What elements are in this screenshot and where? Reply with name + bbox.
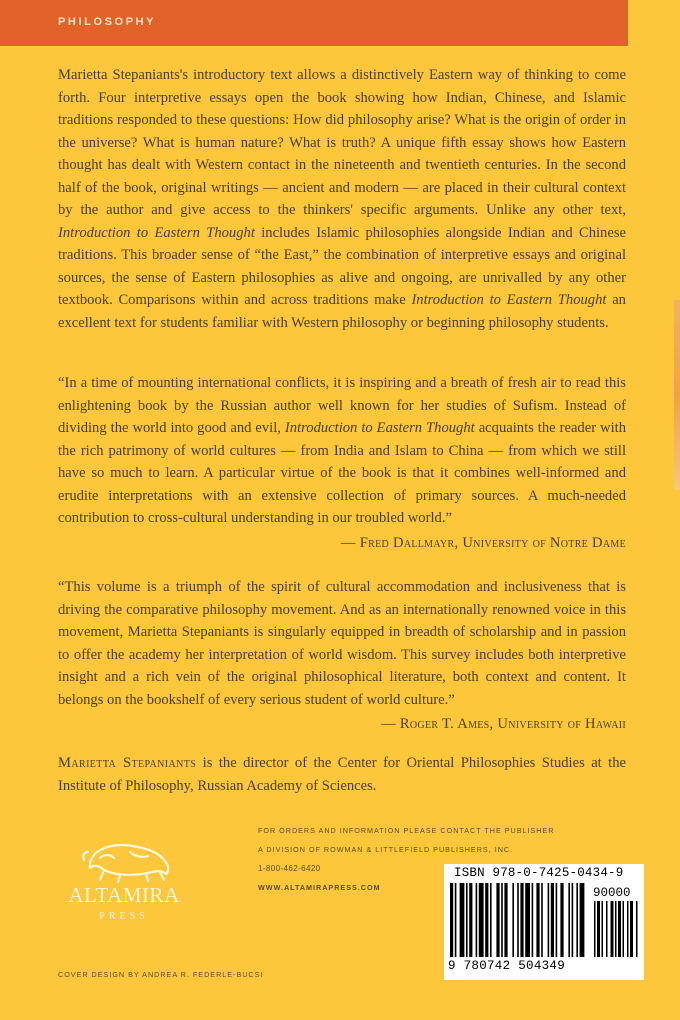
publisher-logo-subtext: PRESS [99, 911, 149, 922]
endorsement-attribution: — Fred Dallmayr, University of Notre Dame [340, 534, 626, 551]
author-bio: Marietta Stepaniants is the director of the Center for Oriental Philosophies Studies at the Institute of Philosophy, Russian Academy of Sciences. [58, 755, 626, 794]
phone-number: 1-800-462-6420 [258, 864, 321, 873]
cover-design-credit: COVER DESIGN BY ANDREA R. FEDERLE-BUCSI [58, 970, 264, 979]
orders-line: FOR ORDERS AND INFORMATION PLEASE CONTACT THE PUBLISHER [258, 826, 555, 835]
isbn-number: ISBN 978-0-7425-0434-9 [454, 866, 624, 880]
author-name: Marietta Stepaniants [58, 755, 197, 771]
book-title-ref: Introduction to Eastern Thought [58, 224, 255, 241]
front-cover-edge [674, 300, 680, 490]
category-label: PHILOSOPHY [58, 16, 157, 28]
publisher-logo-text: ALTAMIRA [68, 883, 180, 907]
endorsement-quote: “This volume is a triumph of the spirit of cultural accommodation and inclusiveness that is driving the comparative philosophy movement. And as an internationally renowned voice in this movement, Marietta Stepaniants is singularly equipped in breadth of scholarship and in passion to offer the academy her interpretation of world wisdom. This survey includes both interpretive insight and a rich vein of the original philosophical literature, both context and content. It belongs on the bookshelf of every serious student of world culture.” — Roger T. Ames, University of Hawaii [58, 576, 626, 736]
endorsement-quote: “In a time of mounting international conflicts, it is inspiring and a breath of fresh air to read this enlightening book by the Russian author well known for her studies of Sufism. Instead of dividing the world into good and evil, Introduction to Eastern Thought acquaints the reader with the rich patrimony of world cultures — from India and Islam to China — from which we still have so much to learn. A particular virtue of the book is that it combines well-informed and erudite interpretations with an extensive collection of primary sources. A much-needed contribution to cross-cultural understanding in our troubled world.” — Fred Dallmayr, University of Notre Dame [58, 372, 626, 554]
category-bar [0, 0, 628, 46]
book-title-ref: Introduction to Eastern Thought [411, 292, 607, 308]
price-code: 90000 [593, 886, 631, 900]
isbn-barcode [444, 864, 644, 980]
publisher-website: WWW.ALTAMIRAPRESS.COM [258, 883, 381, 892]
ean-number: 9 780742 504349 [448, 959, 566, 973]
division-line: A DIVISION OF ROWMAN & LITTLEFIELD PUBLISHERS, INC. [258, 845, 514, 854]
book-description: Marietta Stepaniants's introductory text allows a distinctively Eastern way of thinking to come forth. Four interpretive essays open the book showing how Indian, Chinese, and Islamic traditions responded to these questions: How did philosophy arise? What is the origin of order in the universe? What is human nature? What is truth? A unique fifth essay shows how Eastern thought has dealt with Western contact in the nineteenth and twentieth centuries. In the second half of the book, original writings — ancient and modern — are placed in their cultural context by the author and give access to the thinkers' specific arguments. Unlike any other text, Introduction to Eastern Thought includes Islamic philosophies alongside Indian and Chinese traditions. This broader sense of “the East,” the combination of interpretive essays and original sources, the sense of Eastern philosophies as alive and ongoing, are unrivalled by any other textbook. Comparisons within and across traditions make Introduction to Eastern Thought an excellent text for students familiar with Western philosophy or beginning philosophy students. [58, 67, 626, 331]
book-title-ref: Introduction to Eastern Thought [284, 420, 475, 436]
endorsement-attribution: — Roger T. Ames, University of Hawaii [381, 716, 626, 732]
